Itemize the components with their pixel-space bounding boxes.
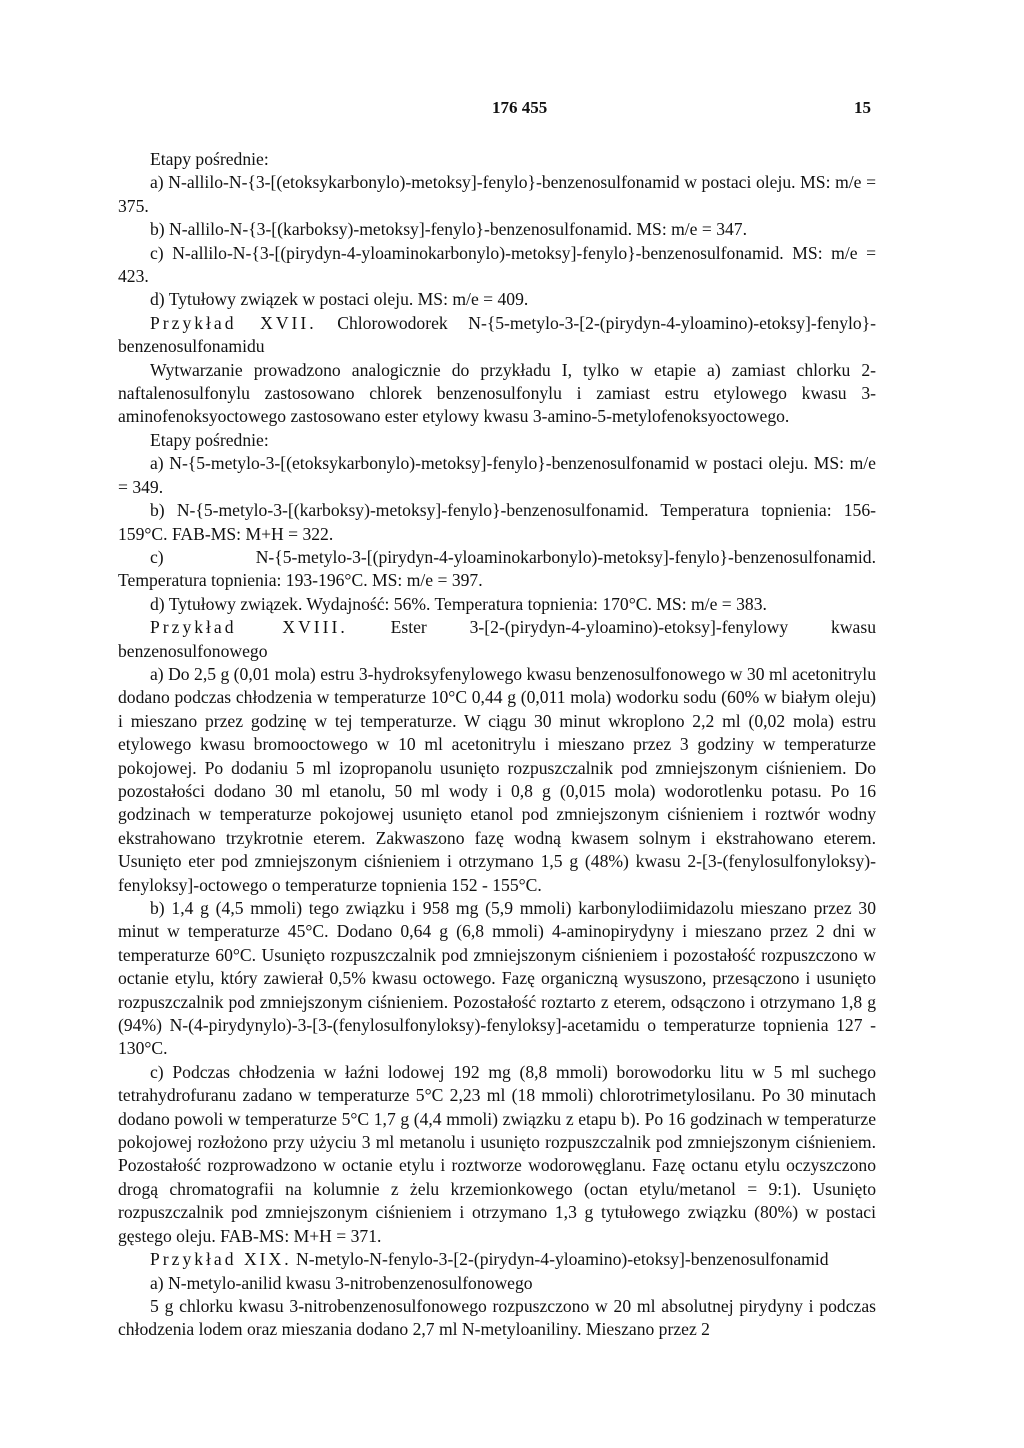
paragraph-text: Ester 3-[2-(pirydyn-4-yloamino)-etoksy]-fenylowy kwasu benzenosulfonowego (118, 617, 876, 661)
paragraph-text: a) N-metylo-anilid kwasu 3-nitrobenzenosulfonowego (150, 1272, 533, 1293)
paragraph-text: b) N-{5-metylo-3-[(karboksy)-metoksy]-fenylo}-benzenosulfonamid. Temperatura topnienia: 156-159°C. FAB-MS: M+H = 322. (118, 500, 876, 544)
paragraph-text: Chlorowodorek N-{5-metylo-3-[2-(pirydyn-4-yloamino)-etoksy]-fenylo}-benzenosulfonamidu (118, 312, 876, 357)
paragraph-text: Etapy pośrednie: (150, 429, 269, 450)
example-heading: Przykład XIX. (150, 1249, 292, 1270)
paragraph-text: Etapy pośrednie: (150, 149, 269, 169)
example-heading: Przykład XVIII. (150, 617, 348, 638)
paragraph (118, 452, 876, 499)
paragraph (118, 616, 876, 663)
patent-number: 176 455 (492, 98, 548, 117)
paragraph (118, 242, 876, 289)
page-number: 15 (854, 98, 871, 117)
paragraph-text: Wytwarzanie prowadzono analogicznie do przykładu I, tylko w etapie a) zamiast chlorku 2-naftalenosulfonylu zastosowano chlorek benzenosulfonylu i zamiast estru etylowego kwasu 3-aminofenoksyoctowego zastosowano ester etylowy kwasu 3-amino-5-metylofenoksyoctowego. (118, 359, 876, 427)
document-body (118, 148, 876, 1342)
paragraph-text: 5 g chlorku kwasu 3-nitrobenzenosulfonowego rozpuszczono w 20 ml absolutnej pirydyny i podczas chłodzenia lodem oraz mieszania dodano 2,7 ml N-metyloaniliny. Mieszano przez 2 (118, 1295, 876, 1340)
paragraph-text: a) N-allilo-N-{3-[(etoksykarbonylo)-metoksy]-fenylo}-benzenosulfonamid w postaci oleju. MS: m/e = 375. (118, 172, 876, 216)
paragraph-text: a) Do 2,5 g (0,01 mola) estru 3-hydroksyfenylowego kwasu benzenosulfonowego w 30 ml acetonitrylu dodano podczas chłodzenia w temperaturze 10°C 0,44 g (0,011 mola) wodorku sodu (60% w białym oleju) i mieszano przez godzinę w tej temperaturze. W ciągu 30 minut wkroplono 2,2 ml (0,02 mola) estru etylowego kwasu bromooctowego w 10 ml acetonitrylu i mieszano przez 3 godziny w temperaturze pokojowej. Po dodaniu 5 ml izopropanolu usunięto rozpuszczalnik pod zmniejszonym ciśnieniem. Do pozostałości dodano 30 ml etanolu, 50 ml wody i 0,8 g (0,015 mola) wodorotlenku potasu. Po 16 godzinach w temperaturze pokojowej usunięto etanol pod zmniejszonym ciśnieniem i roztwór wodny ekstrahowano trzykrotnie eterem. Zakwaszono fazę wodną kwasem solnym i ekstrahowano eterem. Usunięto eter pod zmniejszonym ciśnieniem i otrzymano 1,5 g (48%) kwasu 2-[3-(fenylosulfonyloksy)-fenyloksy]-octowego o temperaturze topnienia 152 - 155°C. (118, 663, 876, 895)
paragraph-text: c) N-allilo-N-{3-[(pirydyn-4-yloaminokarbonylo)-metoksy]-fenylo}-benzenosulfonamid. MS: m/e = 423. (118, 242, 876, 287)
paragraph (118, 288, 876, 311)
paragraph (118, 663, 876, 897)
paragraph (118, 1272, 876, 1295)
paragraph (118, 429, 876, 452)
paragraph-text: a) N-{5-metylo-3-[(etoksykarbonylo)-metoksy]-fenylo}-benzenosulfonamid w postaci oleju. MS: m/e = 349. (118, 453, 876, 497)
paragraph (118, 1061, 876, 1248)
paragraph (118, 499, 876, 546)
paragraph (118, 359, 876, 429)
page-header (0, 98, 1024, 122)
paragraph-text: c) Podczas chłodzenia w łaźni lodowej 192 mg (8,8 mmoli) borowodorku litu w 5 ml suchego tetrahydrofuranu zadano w temperaturze 5°C 2,23 ml (18 mmoli) chlorotrimetylosilanu. Po 30 minutach dodano powoli w temperaturze 5°C 1,7 g (4,4 mmoli) związku z etapu b). Po 16 godzinach w temperaturze pokojowej rozłożono przy użyciu 3 ml metanolu i usunięto rozpuszczalnik pod zmniejszonym ciśnieniem. Pozostałość rozprowadzono w octanie etylu i roztworze wodorowęglanu. Fazę octanu etylu oczyszczono drogą chromatografii na kolumnie z żelu krzemionkowego (octan etylu/metanol = 9:1). Usunięto rozpuszczalnik pod zmniejszonym ciśnieniem i otrzymano 1,3 g tytułowego związku (80%) w postaci gęstego oleju. FAB-MS: M+H = 371. (118, 1061, 876, 1246)
paragraph (118, 312, 876, 359)
paragraph-text: N-metylo-N-fenylo-3-[2-(pirydyn-4-yloamino)-etoksy]-benzenosulfonamid (291, 1249, 829, 1270)
paragraph (118, 593, 876, 616)
paragraph (118, 546, 876, 593)
paragraph (118, 1295, 876, 1342)
paragraph-text: b) N-allilo-N-{3-[(karboksy)-metoksy]-fenylo}-benzenosulfonamid. MS: m/e = 347. (150, 219, 748, 240)
paragraph (118, 897, 876, 1061)
paragraph-text: b) 1,4 g (4,5 mmoli) tego związku i 958 mg (5,9 mmoli) karbonylodiimidazolu mieszano przez 30 minut w temperaturze 45°C. Dodano 0,64 g (6,8 mmoli) 4-aminopirydyny i mieszano przez 2 dni w temperaturze 60°C. Usunięto rozpuszczalnik pod zmniejszonym ciśnieniem i pozostałość rozpuszczono w octanie etylu, który zawierał 0,5% kwasu octowego. Fazę organiczną wysuszono, przesączono i usunięto rozpuszczalnik pod zmniejszonym ciśnieniem. Pozostałość roztarto z eterem, odsączono i otrzymano 1,8 g (94%) N-(4-pirydynylo)-3-[3-(fenylosulfonyloksy)-fenyloksy]-acetamidu o temperaturze topnienia 127 - 130°C. (118, 898, 876, 1059)
paragraph-text: c) N-{5-metylo-3-[(pirydyn-4-yloaminokarbonylo)-metoksy]-fenylo}-benzenosulfonamid. Temperatura topnienia: 193-196°C. MS: m/e = 397. (118, 546, 876, 591)
paragraph-text: d) Tytułowy związek w postaci oleju. MS: m/e = 409. (150, 289, 529, 310)
paragraph (118, 1248, 876, 1271)
paragraph (118, 171, 876, 218)
example-heading: Przykład XVII. (150, 312, 317, 333)
paragraph (118, 148, 876, 171)
paragraph-text: d) Tytułowy związek. Wydajność: 56%. Temperatura topnienia: 170°C. MS: m/e = 383. (150, 593, 767, 614)
paragraph (118, 218, 876, 241)
